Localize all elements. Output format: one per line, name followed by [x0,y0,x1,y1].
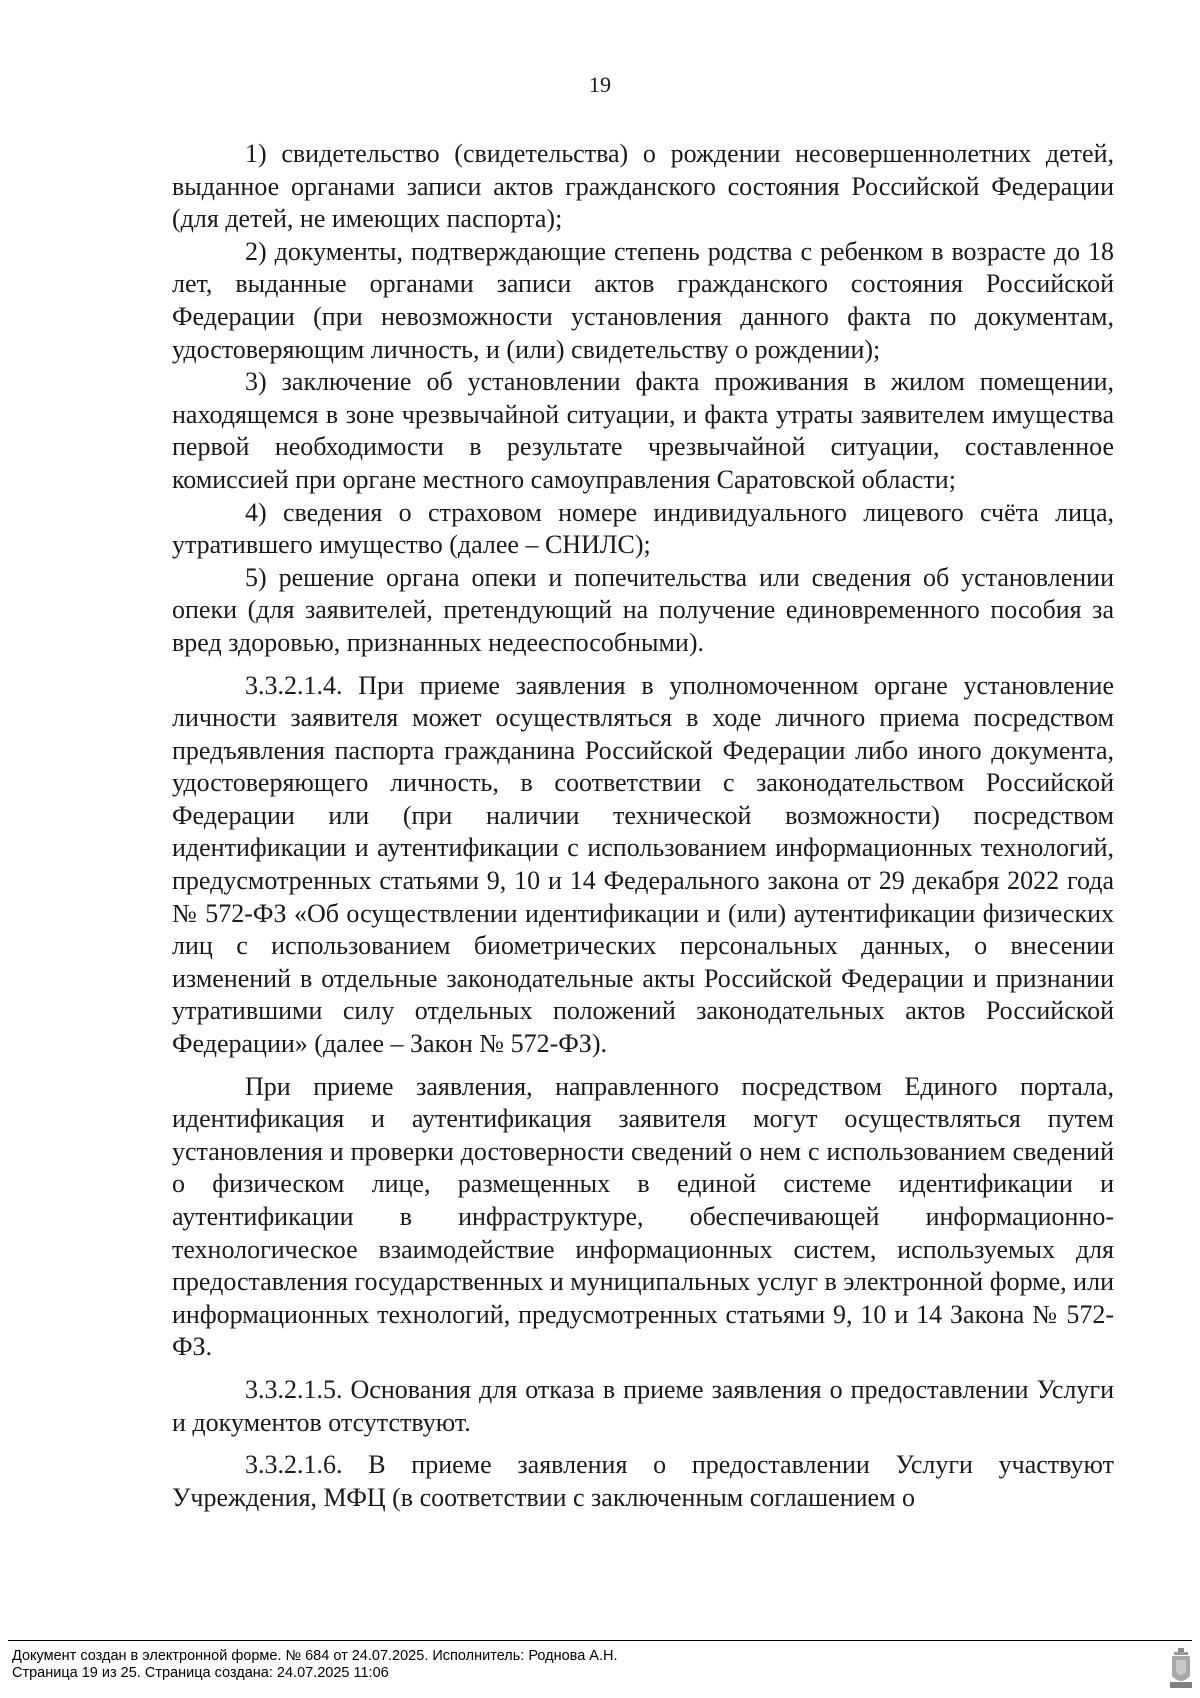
list-item-4: 4) сведения о страховом номере индивидуального лицевого счёта лица, утратившего имущество (далее – СНИЛС); [172,497,1114,560]
clause-3-3-2-1-6: 3.3.2.1.6. В приеме заявления о предоставлении Услуги участвуют Учреждения, МФЦ (в соответствии с заключенным соглашением о [172,1450,1114,1512]
paragraph-unified-portal: При приеме заявления, направленного посредством Единого портала, идентификация и аутентификация заявителя могут осуществляться путем установления и проверки достоверности сведений о нем с использованием сведений о физическом лице, размещенных в единой системе идентификации и аутентификации в инфраструктуре, обеспечивающей информационно-технологическое взаимодействие информационных систем, используемых для предоставления государственных и муниципальных услуг в электронной форме, или информационных технологий, предусмотренных статьями 9, 10 и 14 Закона № 572-ФЗ. [172,1071,1114,1362]
list-item-3: 3) заключение об установлении факта проживания в жилом помещении, находящемся в зоне чрезвычайной ситуации, и факта утраты заявителем имущества первой необходимости в результате чрезвычайной ситуации, составленное комиссией при органе местного самоуправления Саратовской области; [172,367,1114,494]
footer-text [12,1648,618,1682]
footer-line-1: Документ создан в электронной форме. № 684 от 24.07.2025. Исполнитель: Роднова А.Н. [12,1648,618,1664]
coat-of-arms-icon [1170,1648,1192,1688]
list-item-1: 1) свидетельство (свидетельства) о рождении несовершеннолетних детей, выданное органами записи актов гражданского состояния Российской Федерации (для детей, не имеющих паспорта); [172,139,1114,234]
footer-line-2: Страница 19 из 25. Страница создана: 24.07.2025 11:06 [12,1665,389,1681]
footer-divider [8,1640,1192,1641]
page-number: 19 [589,72,611,97]
list-item-5: 5) решение органа опеки и попечительства или сведения об установлении опеки (для заявителей, претендующий на получение единовременного пособия за вред здоровью, признанных недееспособными). [172,562,1114,657]
clause-3-3-2-1-4: 3.3.2.1.4. При приеме заявления в уполномоченном органе установление личности заявителя может осуществляться в ходе личного приема посредством предъявления паспорта гражданина Российской Федерации либо иного документа, удостоверяющего личность, в соответствии с законодательством Российской Федерации или (при наличии технической возможности) посредством идентификации и аутентификации с использованием информационных технологий, предусмотренных статьями 9, 10 и 14 Федерального закона от 29 декабря 2022 года № 572-ФЗ «Об осуществлении идентификации и (или) аутентификации физических лиц с использованием биометрических персональных данных, о внесении изменений в отдельные законодательные акты Российской Федерации и признании утратившими силу отдельных положений законодательных актов Российской Федерации» (далее – Закон № 572-ФЗ). [172,670,1114,1059]
clause-3-3-2-1-5: 3.3.2.1.5. Основания для отказа в приеме заявления о предоставлении Услуги и документов отсутствуют. [172,1374,1114,1437]
list-item-2: 2) документы, подтверждающие степень родства с ребенком в возрасте до 18 лет, выданные органами записи актов гражданского состояния Российской Федерации (при невозможности установления данного факта по документам, удостоверяющим личность, и (или) свидетельству о рождении); [172,236,1114,364]
document-footer [0,1640,1200,1698]
document-body [172,138,1114,1514]
